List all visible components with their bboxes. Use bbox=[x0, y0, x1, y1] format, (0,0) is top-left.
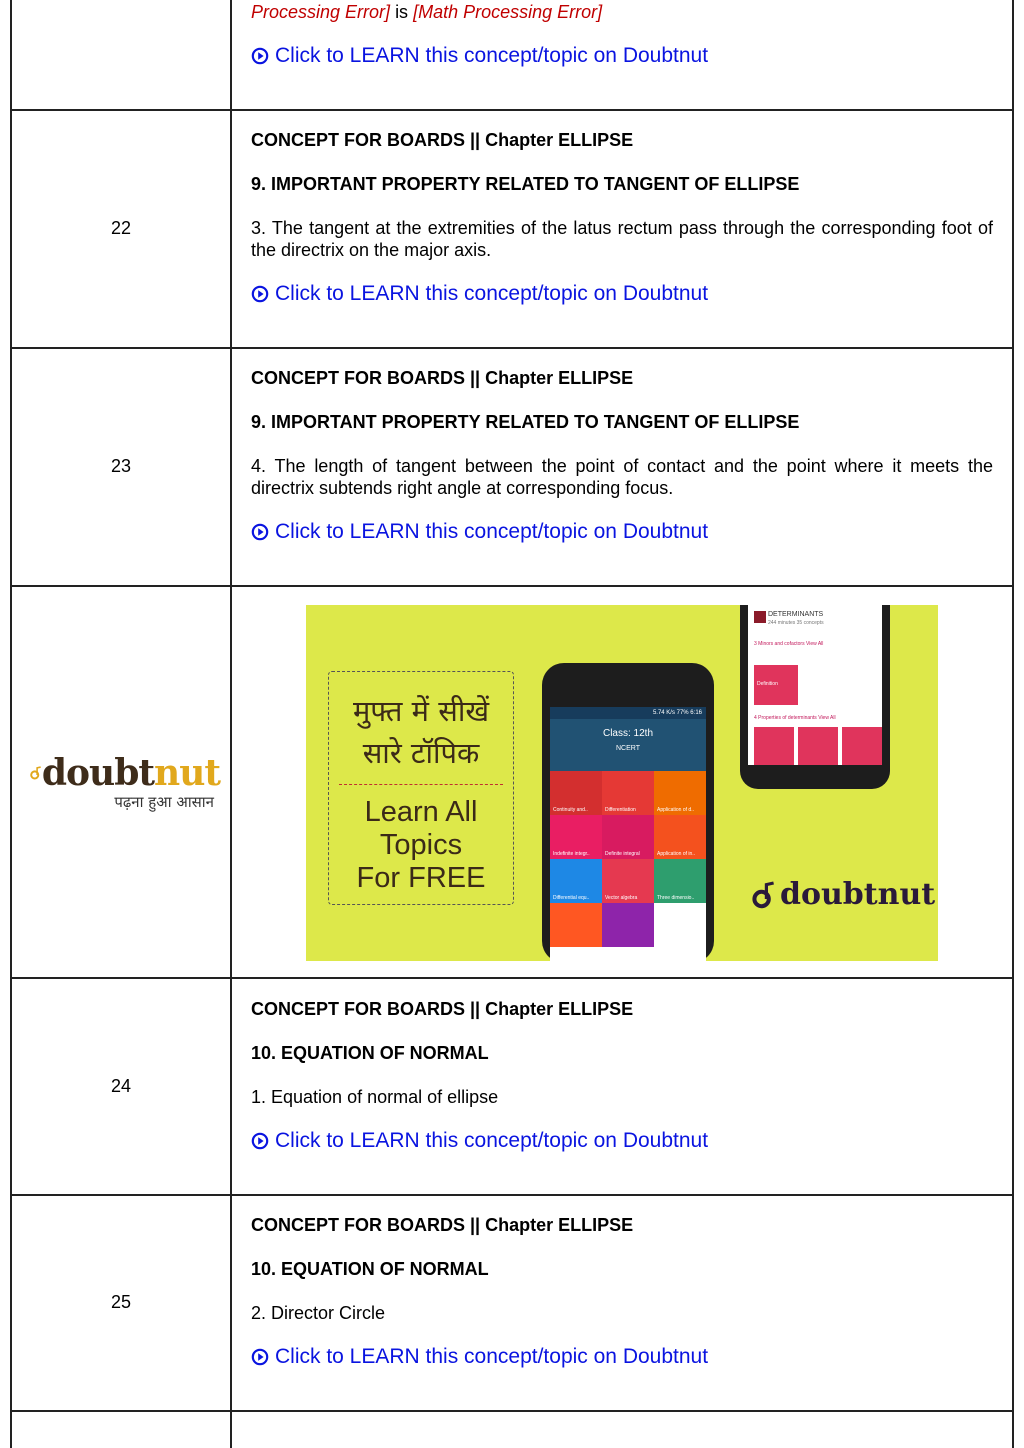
topic-tile bbox=[602, 815, 654, 859]
play-circle-icon bbox=[251, 1348, 269, 1366]
topic-tile bbox=[602, 903, 654, 947]
concept-description: 1. Equation of normal of ellipse bbox=[251, 1087, 499, 1107]
phone-screen bbox=[550, 707, 706, 961]
promo-divider bbox=[339, 784, 503, 785]
tile-label: Definite integral bbox=[605, 851, 640, 857]
brand-doubt: doubt bbox=[41, 752, 155, 794]
hindi-line: सारे टॉपिक bbox=[362, 736, 480, 770]
phone-screen bbox=[748, 605, 882, 765]
error-text-line bbox=[251, 0, 993, 24]
chapter-subtitle: 244 minutes 35 concepts bbox=[768, 620, 824, 626]
row-divider bbox=[10, 977, 1014, 979]
row-number: 22 bbox=[110, 218, 132, 238]
play-circle-icon bbox=[251, 523, 269, 541]
doubtnut-logo bbox=[30, 752, 220, 812]
section-heading: 10. EQUATION OF NORMAL bbox=[251, 1043, 489, 1063]
doubtnut-note-icon bbox=[752, 881, 776, 909]
concept-description: 3. The tangent at the extremities of the latus rectum pass through the corresponding foot of the directrix on the major axis. bbox=[251, 218, 993, 260]
tile-label: Continuity and.. bbox=[553, 807, 588, 813]
tile-label: Differentiation bbox=[605, 807, 636, 813]
topic-tile bbox=[654, 903, 706, 947]
play-circle-icon bbox=[251, 1132, 269, 1150]
doubtnut-note-icon bbox=[30, 756, 42, 790]
math-error-text: Processing Error] bbox=[251, 2, 391, 22]
brand-tagline: पढ़ना हुआ आसान bbox=[114, 793, 214, 811]
concept-heading: CONCEPT FOR BOARDS || Chapter ELLIPSE bbox=[251, 130, 634, 150]
row-number: 25 bbox=[110, 1292, 132, 1312]
row-content bbox=[251, 1214, 993, 1370]
tile-label: Differential equ.. bbox=[553, 895, 590, 901]
row-number: 24 bbox=[110, 1076, 132, 1096]
concept-heading: CONCEPT FOR BOARDS || Chapter ELLIPSE bbox=[251, 999, 634, 1019]
tile-label: Application of in.. bbox=[657, 851, 696, 857]
brand-nut: nut bbox=[154, 752, 220, 794]
class-title: Class: 12th bbox=[602, 728, 654, 739]
chapter-section: 3 Minors and cofactors View All bbox=[754, 641, 824, 647]
topic-tile bbox=[602, 859, 654, 903]
top-row-content bbox=[251, 0, 993, 69]
table-column-divider bbox=[230, 0, 232, 1448]
section-heading: 9. IMPORTANT PROPERTY RELATED TO TANGENT OF ELLIPSE bbox=[251, 412, 800, 432]
concept-card bbox=[754, 665, 798, 705]
concept-description: 4. The length of tangent between the point of contact and the point where it meets the directrix subtends right angle at corresponding focus. bbox=[251, 456, 993, 498]
tile-label: Indefinite integr.. bbox=[553, 851, 590, 857]
english-line: For FREE bbox=[356, 862, 486, 894]
phone-mockup-front bbox=[542, 663, 714, 961]
class-subtitle: NCERT bbox=[616, 745, 640, 752]
hindi-line: मुफ्त में सीखें bbox=[352, 694, 490, 728]
class-header bbox=[550, 719, 706, 771]
topic-tile bbox=[654, 815, 706, 859]
concept-card bbox=[798, 727, 838, 765]
promo-text-box bbox=[328, 671, 514, 905]
topic-tile bbox=[654, 771, 706, 815]
chapter-icon bbox=[754, 611, 766, 623]
topic-tile bbox=[602, 771, 654, 815]
concept-card bbox=[754, 727, 794, 765]
row-content bbox=[251, 998, 993, 1154]
promo-banner[interactable] bbox=[306, 605, 938, 961]
is-word: is bbox=[395, 2, 409, 22]
table-border-right bbox=[1012, 0, 1014, 1448]
topic-grid bbox=[550, 771, 706, 947]
english-line: Learn All bbox=[364, 796, 478, 828]
learn-link[interactable] bbox=[251, 1344, 993, 1370]
row-number: 23 bbox=[110, 456, 132, 476]
topic-tile bbox=[550, 903, 602, 947]
play-circle-icon bbox=[251, 285, 269, 303]
chapter-section: 4 Properties of determinants View All bbox=[754, 715, 836, 721]
topic-tile bbox=[550, 815, 602, 859]
row-divider bbox=[10, 109, 1014, 111]
tile-label: Application of d.. bbox=[657, 807, 694, 813]
concept-description: 2. Director Circle bbox=[251, 1303, 386, 1323]
row-divider bbox=[10, 1410, 1014, 1412]
learn-link-text: Click to LEARN this concept/topic on Doubtnut bbox=[275, 282, 709, 305]
topic-tile bbox=[550, 859, 602, 903]
math-error-text: [Math Processing Error] bbox=[413, 2, 603, 22]
play-circle-icon bbox=[251, 47, 269, 65]
row-content bbox=[251, 129, 993, 307]
row-divider bbox=[10, 1194, 1014, 1196]
learn-link[interactable] bbox=[251, 43, 993, 69]
row-divider bbox=[10, 347, 1014, 349]
banner-logo bbox=[752, 877, 935, 912]
learn-link-text: Click to LEARN this concept/topic on Doubtnut bbox=[275, 1129, 709, 1152]
row-content bbox=[251, 367, 993, 545]
concept-heading: CONCEPT FOR BOARDS || Chapter ELLIPSE bbox=[251, 368, 634, 388]
learn-link[interactable] bbox=[251, 281, 993, 307]
english-promo bbox=[329, 796, 513, 895]
learn-link-text: Click to LEARN this concept/topic on Doubtnut bbox=[275, 44, 709, 67]
section-heading: 9. IMPORTANT PROPERTY RELATED TO TANGENT OF ELLIPSE bbox=[251, 174, 800, 194]
status-bar: 5.74 K/s 77% 6:16 bbox=[550, 707, 706, 719]
learn-link-text: Click to LEARN this concept/topic on Doubtnut bbox=[275, 520, 709, 543]
row-divider bbox=[10, 585, 1014, 587]
learn-link[interactable] bbox=[251, 1128, 993, 1154]
concept-heading: CONCEPT FOR BOARDS || Chapter ELLIPSE bbox=[251, 1215, 634, 1235]
tile-label: Vector algebra bbox=[605, 895, 638, 901]
brand-name bbox=[42, 752, 220, 794]
topic-tile bbox=[654, 859, 706, 903]
topic-tile bbox=[550, 771, 602, 815]
phone-mockup-back bbox=[740, 605, 890, 789]
hindi-promo bbox=[329, 690, 513, 774]
concept-card bbox=[842, 727, 882, 765]
learn-link-text: Click to LEARN this concept/topic on Doubtnut bbox=[275, 1345, 709, 1368]
section-heading: 10. EQUATION OF NORMAL bbox=[251, 1259, 489, 1279]
banner-brand: doubtnut bbox=[780, 877, 936, 912]
card-label: Definition bbox=[757, 681, 778, 687]
english-line: Topics bbox=[379, 829, 463, 861]
learn-link[interactable] bbox=[251, 519, 993, 545]
chapter-title: DETERMINANTS bbox=[768, 611, 824, 618]
tile-label: Three dimensio.. bbox=[657, 895, 695, 901]
